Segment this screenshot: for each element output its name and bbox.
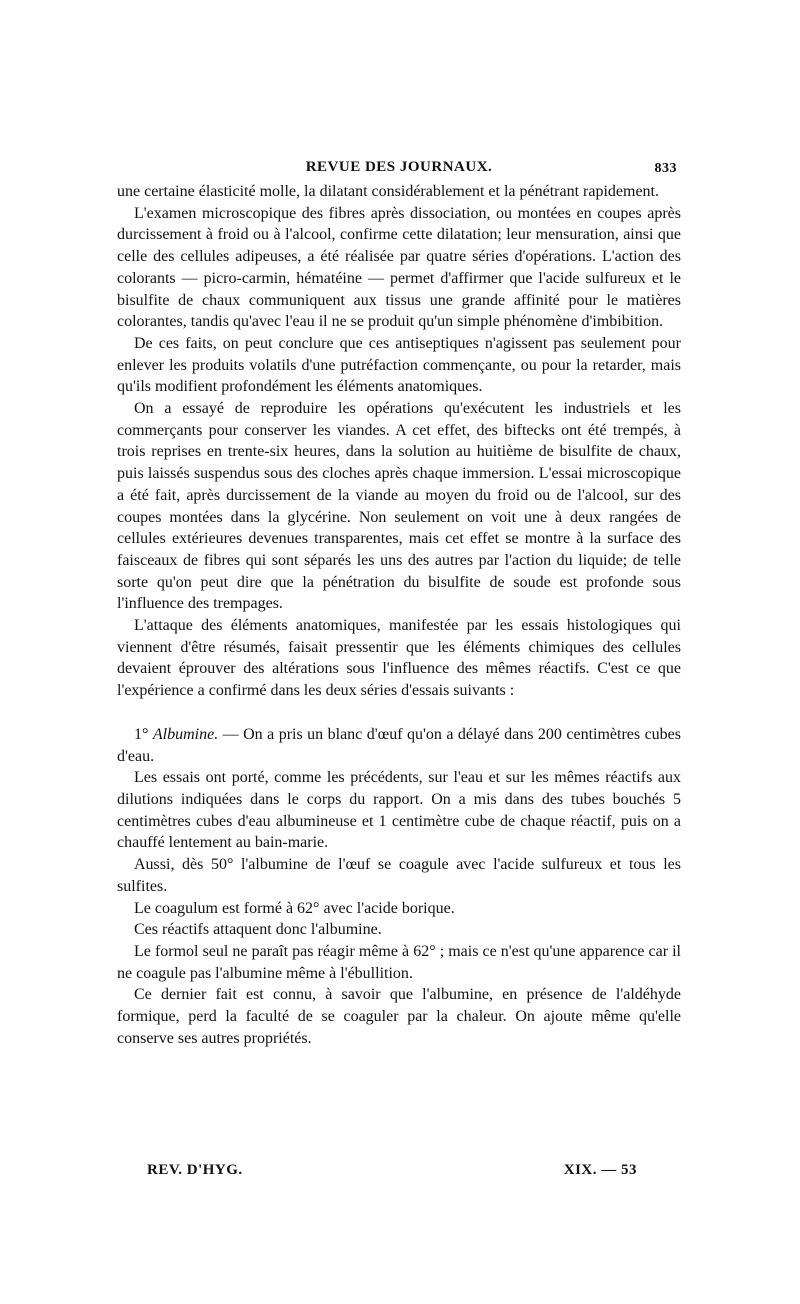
item-number: 1° [134, 725, 153, 743]
paragraph: Ce dernier fait est connu, à savoir que l'albumine, en présence de l'aldéhyde formique, perd la faculté de se coaguler par la chaleur. On ajoute même qu'elle conserve ses autres propriétés. [117, 986, 681, 1047]
paragraph: Le formol seul ne paraît pas réagir même à 62° ; mais ce n'est qu'une apparence car il ne coagule pas l'albumine même à l'ébullition. [117, 942, 681, 982]
paragraph: L'attaque des éléments anatomiques, manifestée par les essais histologiques qui viennent d'être résumés, faisait pressentir que les éléments chimiques des cellules devaient éprouver des altérations sous l'influence des mêmes réactifs. C'est ce que l'expérience a confirmé dans les deux séries d'essais suivants : [117, 617, 681, 700]
running-head [117, 155, 681, 181]
albumine-paragraph [117, 724, 681, 767]
body-text [117, 181, 681, 1049]
paragraph: De ces faits, on peut conclure que ces antiseptiques n'agissent pas seulement pour enlever les produits volatils d'une putréfaction commençante, ou pour la retarder, mais qu'ils modifient profondément les éléments anatomiques. [117, 334, 681, 396]
paragraph: Aussi, dès 50° l'albumine de l'œuf se coagule avec l'acide sulfureux et tous les sulfites. [117, 856, 681, 895]
paragraph: Le coagulum est formé à 62° avec l'acide borique. [134, 899, 455, 917]
page-number: 833 [654, 161, 677, 176]
item-text: — On a pris un blanc d'œuf qu'on a délayé dans 200 centimètres cubes d'eau. [117, 725, 681, 765]
item-heading: Albumine. [152, 725, 219, 743]
paragraph: On a essayé de reproduire les opérations qu'exécutent les industriels et les commerçants pour conserver les viandes. A cet effet, des biftecks ont été trempés, à trois reprises en trente-six heures, dans la solution au huitième de bisulfite de chaux, puis laissés suspendus sous des cloches après chaque immersion. L'essai microscopique a été fait, après durcissement de la viande au moyen du froid ou de l'alcool, sur des coupes montées dans la glycérine. Non seulement on voit une à deux rangées de cellules extérieures devenues transparentes, mais cet effet se montre à la surface des faisceaux de fibres qui sont séparés les uns des autres par l'action du liquide; de telle sorte qu'on peut dire que la pénétration du bisulfite de soude est profonde sous l'influence des trempages. [117, 400, 681, 613]
paragraph: L'examen microscopique des fibres après dissociation, ou montées en coupes après durcissement à froid ou à l'alcool, confirme cette dilatation; leur mensuration, ainsi que celle des cellules adipeuses, a été réalisée par quatre séries d'opérations. L'action des colorants — picro-carmin, hématéine — permet d'affirmer que l'acide sulfureux et le bisulfite de chaux communiquent aux tissus une grande affinité pour le matières colorantes, tandis qu'avec l'eau il ne se produit qu'un simple phénomène d'imbibition. [117, 204, 681, 331]
journal-page [117, 155, 681, 1178]
paragraph: une certaine élasticité molle, la dilatant considérablement et la pénétrant rapidement. [117, 183, 659, 200]
running-title: REVUE DES JOURNAUX. [305, 159, 493, 175]
journal-abbreviation: REV. D'HYG. [147, 1162, 243, 1178]
paragraph: Les essais ont porté, comme les précédents, sur l'eau et sur les mêmes réactifs aux dilutions indiquées dans le corps du rapport. On a mis dans des tubes bouchés 5 centimètres cubes d'eau albumineuse et 1 centimètre cube de chaque réactif, puis on a chauffé lentement au bain-marie. [117, 769, 681, 852]
paragraph: Ces réactifs attaquent donc l'albumine. [134, 921, 382, 939]
volume-signature: XIX. — 53 [563, 1162, 637, 1178]
